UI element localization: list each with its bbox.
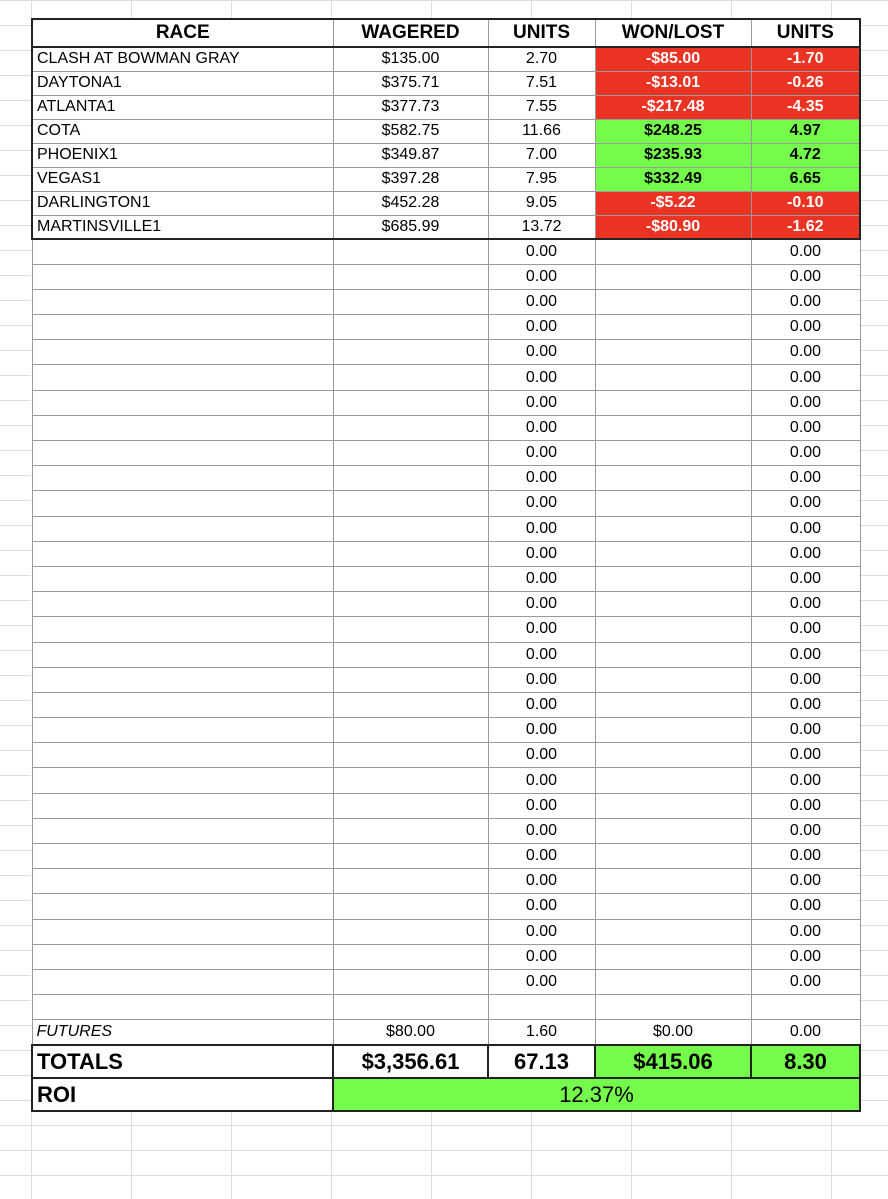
won-lost-cell[interactable] [595, 844, 751, 869]
table-row [32, 919, 860, 944]
won-units-cell[interactable]: -1.70 [751, 47, 860, 71]
wagered-cell[interactable] [333, 264, 488, 289]
table-row [32, 289, 860, 314]
race-cell[interactable] [32, 667, 333, 692]
futures-won-lost[interactable]: $0.00 [595, 1020, 751, 1045]
won-lost-cell[interactable] [595, 894, 751, 919]
won-units-cell[interactable]: 0.00 [751, 793, 860, 818]
race-cell[interactable]: COTA [32, 119, 333, 143]
units-cell[interactable]: 0.00 [488, 642, 595, 667]
units-cell[interactable]: 0.00 [488, 315, 595, 340]
column-header-race[interactable]: RACE [32, 19, 333, 47]
race-cell[interactable] [32, 718, 333, 743]
won-units-cell[interactable]: -0.26 [751, 71, 860, 95]
race-cell[interactable] [32, 441, 333, 466]
won-lost-cell[interactable] [595, 466, 751, 491]
table-row [32, 340, 860, 365]
won-lost-cell[interactable]: -$5.22 [595, 191, 751, 215]
race-cell[interactable] [32, 315, 333, 340]
won-units-cell[interactable]: 0.00 [751, 264, 860, 289]
wagered-cell[interactable] [333, 315, 488, 340]
units-cell[interactable]: 0.00 [488, 793, 595, 818]
units-cell[interactable]: 0.00 [488, 869, 595, 894]
won-units-cell[interactable]: 0.00 [751, 718, 860, 743]
race-cell[interactable]: DARLINGTON1 [32, 191, 333, 215]
units-cell[interactable]: 13.72 [488, 215, 595, 239]
won-lost-cell[interactable] [595, 516, 751, 541]
futures-won-units[interactable]: 0.00 [751, 1020, 860, 1045]
table-row [32, 566, 860, 591]
table-row [32, 692, 860, 717]
won-units-cell[interactable]: -0.10 [751, 191, 860, 215]
units-cell[interactable]: 0.00 [488, 944, 595, 969]
won-units-cell[interactable]: 0.00 [751, 844, 860, 869]
wagered-cell[interactable] [333, 743, 488, 768]
won-lost-cell[interactable] [595, 315, 751, 340]
wagered-cell[interactable] [333, 491, 488, 516]
wagered-cell[interactable] [333, 516, 488, 541]
futures-row [32, 1020, 860, 1045]
units-cell[interactable]: 0.00 [488, 768, 595, 793]
race-cell[interactable] [32, 944, 333, 969]
units-cell[interactable]: 7.51 [488, 71, 595, 95]
won-units-cell[interactable]: 0.00 [751, 315, 860, 340]
won-units-cell[interactable]: 4.97 [751, 119, 860, 143]
race-cell[interactable] [32, 969, 333, 994]
wagered-cell[interactable]: $397.28 [333, 167, 488, 191]
wagered-cell[interactable] [333, 390, 488, 415]
units-cell[interactable]: 0.00 [488, 289, 595, 314]
totals-won-lost[interactable]: $415.06 [595, 1045, 751, 1078]
won-lost-cell[interactable] [595, 541, 751, 566]
totals-won-units[interactable]: 8.30 [751, 1045, 860, 1078]
won-units-cell[interactable]: 0.00 [751, 365, 860, 390]
units-cell[interactable]: 7.95 [488, 167, 595, 191]
wagered-cell[interactable] [333, 995, 488, 1020]
race-cell[interactable] [32, 415, 333, 440]
units-cell[interactable]: 0.00 [488, 743, 595, 768]
roi-row [32, 1078, 860, 1111]
won-units-cell[interactable]: 0.00 [751, 415, 860, 440]
race-cell[interactable]: ATLANTA1 [32, 95, 333, 119]
won-units-cell[interactable]: 0.00 [751, 818, 860, 843]
won-units-cell[interactable]: 0.00 [751, 617, 860, 642]
table-row [32, 642, 860, 667]
betting-table [31, 18, 861, 1112]
won-lost-cell[interactable] [595, 264, 751, 289]
table-row [32, 239, 860, 264]
totals-units[interactable]: 67.13 [488, 1045, 595, 1078]
units-cell[interactable]: 0.00 [488, 969, 595, 994]
won-units-cell[interactable]: 0.00 [751, 768, 860, 793]
table-row [32, 441, 860, 466]
column-header-wagered[interactable]: WAGERED [333, 19, 488, 47]
wagered-cell[interactable] [333, 692, 488, 717]
table-row [32, 119, 860, 143]
table-row [32, 768, 860, 793]
won-units-cell[interactable]: 6.65 [751, 167, 860, 191]
wagered-cell[interactable] [333, 617, 488, 642]
units-cell[interactable]: 0.00 [488, 894, 595, 919]
won-lost-cell[interactable]: -$217.48 [595, 95, 751, 119]
wagered-cell[interactable]: $377.73 [333, 95, 488, 119]
won-units-cell[interactable]: 0.00 [751, 441, 860, 466]
totals-row [32, 1045, 860, 1078]
table-row [32, 617, 860, 642]
race-cell[interactable]: VEGAS1 [32, 167, 333, 191]
race-cell[interactable]: CLASH AT BOWMAN GRAY [32, 47, 333, 71]
wagered-cell[interactable] [333, 365, 488, 390]
table-row [32, 71, 860, 95]
won-units-cell[interactable] [751, 995, 860, 1020]
won-units-cell[interactable]: 0.00 [751, 743, 860, 768]
table-row [32, 95, 860, 119]
won-lost-cell[interactable] [595, 718, 751, 743]
race-cell[interactable] [32, 365, 333, 390]
won-units-cell[interactable]: 0.00 [751, 919, 860, 944]
table-row [32, 844, 860, 869]
wagered-cell[interactable] [333, 718, 488, 743]
race-cell[interactable] [32, 289, 333, 314]
won-lost-cell[interactable]: $235.93 [595, 143, 751, 167]
column-header-units[interactable]: UNITS [488, 19, 595, 47]
won-lost-cell[interactable] [595, 491, 751, 516]
column-header-won-units[interactable]: UNITS [751, 19, 860, 47]
futures-units[interactable]: 1.60 [488, 1020, 595, 1045]
race-cell[interactable] [32, 491, 333, 516]
wagered-cell[interactable] [333, 818, 488, 843]
units-cell[interactable]: 0.00 [488, 415, 595, 440]
units-cell[interactable]: 0.00 [488, 390, 595, 415]
table-row [32, 365, 860, 390]
race-cell[interactable] [32, 592, 333, 617]
won-lost-cell[interactable] [595, 642, 751, 667]
wagered-cell[interactable]: $582.75 [333, 119, 488, 143]
race-cell[interactable] [32, 541, 333, 566]
units-cell[interactable]: 0.00 [488, 617, 595, 642]
units-cell[interactable]: 0.00 [488, 516, 595, 541]
futures-label[interactable]: FUTURES [32, 1020, 333, 1045]
won-lost-cell[interactable] [595, 969, 751, 994]
won-units-cell[interactable]: 0.00 [751, 667, 860, 692]
table-row [32, 995, 860, 1020]
units-cell[interactable]: 0.00 [488, 239, 595, 264]
won-units-cell[interactable]: 0.00 [751, 969, 860, 994]
table-row [32, 869, 860, 894]
won-lost-cell[interactable] [595, 390, 751, 415]
table-row [32, 315, 860, 340]
wagered-cell[interactable] [333, 793, 488, 818]
won-units-cell[interactable]: 0.00 [751, 289, 860, 314]
wagered-cell[interactable] [333, 541, 488, 566]
units-cell[interactable]: 0.00 [488, 441, 595, 466]
units-cell[interactable]: 0.00 [488, 919, 595, 944]
table-row [32, 47, 860, 71]
race-cell[interactable] [32, 743, 333, 768]
won-lost-cell[interactable] [595, 944, 751, 969]
wagered-cell[interactable] [333, 667, 488, 692]
table-row [32, 969, 860, 994]
won-units-cell[interactable]: 0.00 [751, 239, 860, 264]
units-cell[interactable]: 2.70 [488, 47, 595, 71]
units-cell[interactable]: 11.66 [488, 119, 595, 143]
won-units-cell[interactable]: -4.35 [751, 95, 860, 119]
won-lost-cell[interactable]: -$13.01 [595, 71, 751, 95]
wagered-cell[interactable] [333, 239, 488, 264]
futures-wagered[interactable]: $80.00 [333, 1020, 488, 1045]
wagered-cell[interactable] [333, 894, 488, 919]
won-lost-cell[interactable] [595, 818, 751, 843]
wagered-cell[interactable] [333, 340, 488, 365]
won-units-cell[interactable]: 0.00 [751, 491, 860, 516]
race-cell[interactable] [32, 642, 333, 667]
wagered-cell[interactable] [333, 869, 488, 894]
won-units-cell[interactable]: 0.00 [751, 692, 860, 717]
won-units-cell[interactable]: 0.00 [751, 944, 860, 969]
wagered-cell[interactable] [333, 466, 488, 491]
units-cell[interactable]: 0.00 [488, 592, 595, 617]
table-row [32, 466, 860, 491]
totals-label[interactable]: TOTALS [32, 1045, 333, 1078]
race-cell[interactable] [32, 894, 333, 919]
wagered-cell[interactable] [333, 642, 488, 667]
wagered-cell[interactable]: $375.71 [333, 71, 488, 95]
units-cell[interactable]: 7.00 [488, 143, 595, 167]
wagered-cell[interactable]: $685.99 [333, 215, 488, 239]
won-units-cell[interactable]: 0.00 [751, 592, 860, 617]
units-cell[interactable]: 0.00 [488, 844, 595, 869]
wagered-cell[interactable] [333, 844, 488, 869]
race-cell[interactable] [32, 995, 333, 1020]
units-cell[interactable]: 0.00 [488, 340, 595, 365]
wagered-cell[interactable]: $135.00 [333, 47, 488, 71]
units-cell[interactable]: 0.00 [488, 491, 595, 516]
won-lost-cell[interactable] [595, 667, 751, 692]
won-units-cell[interactable]: 0.00 [751, 340, 860, 365]
won-lost-cell[interactable] [595, 415, 751, 440]
units-cell[interactable]: 0.00 [488, 365, 595, 390]
won-lost-cell[interactable] [595, 869, 751, 894]
won-lost-cell[interactable] [595, 566, 751, 591]
race-cell[interactable] [32, 692, 333, 717]
wagered-cell[interactable] [333, 415, 488, 440]
roi-label[interactable]: ROI [32, 1078, 333, 1111]
won-units-cell[interactable]: 0.00 [751, 541, 860, 566]
roi-value[interactable]: 12.37% [333, 1078, 860, 1111]
race-cell[interactable] [32, 869, 333, 894]
table-row [32, 541, 860, 566]
wagered-cell[interactable]: $452.28 [333, 191, 488, 215]
spreadsheet [31, 18, 859, 1112]
race-cell[interactable] [32, 818, 333, 843]
won-lost-cell[interactable] [595, 995, 751, 1020]
won-lost-cell[interactable]: -$80.90 [595, 215, 751, 239]
won-units-cell[interactable]: 0.00 [751, 516, 860, 541]
won-units-cell[interactable]: 4.72 [751, 143, 860, 167]
units-cell[interactable]: 9.05 [488, 191, 595, 215]
won-units-cell[interactable]: 0.00 [751, 869, 860, 894]
column-header-won-lost[interactable]: WON/LOST [595, 19, 751, 47]
won-units-cell[interactable]: -1.62 [751, 215, 860, 239]
units-cell[interactable]: 0.00 [488, 692, 595, 717]
won-lost-cell[interactable]: $332.49 [595, 167, 751, 191]
units-cell[interactable]: 0.00 [488, 718, 595, 743]
wagered-cell[interactable] [333, 289, 488, 314]
won-lost-cell[interactable] [595, 768, 751, 793]
units-cell[interactable]: 0.00 [488, 818, 595, 843]
race-cell[interactable] [32, 919, 333, 944]
race-cell[interactable] [32, 264, 333, 289]
won-lost-cell[interactable]: $248.25 [595, 119, 751, 143]
units-cell[interactable]: 0.00 [488, 667, 595, 692]
wagered-cell[interactable] [333, 969, 488, 994]
won-lost-cell[interactable] [595, 365, 751, 390]
race-cell[interactable] [32, 793, 333, 818]
won-lost-cell[interactable] [595, 692, 751, 717]
table-row [32, 516, 860, 541]
wagered-cell[interactable] [333, 944, 488, 969]
won-units-cell[interactable]: 0.00 [751, 566, 860, 591]
table-row [32, 793, 860, 818]
wagered-cell[interactable] [333, 566, 488, 591]
units-cell[interactable]: 0.00 [488, 541, 595, 566]
table-row [32, 944, 860, 969]
race-cell[interactable] [32, 390, 333, 415]
won-units-cell[interactable]: 0.00 [751, 390, 860, 415]
table-row [32, 491, 860, 516]
table-row [32, 743, 860, 768]
totals-wagered[interactable]: $3,356.61 [333, 1045, 488, 1078]
race-cell[interactable] [32, 844, 333, 869]
wagered-cell[interactable]: $349.87 [333, 143, 488, 167]
won-lost-cell[interactable] [595, 340, 751, 365]
table-row [32, 667, 860, 692]
won-lost-cell[interactable] [595, 617, 751, 642]
table-row [32, 167, 860, 191]
won-lost-cell[interactable]: -$85.00 [595, 47, 751, 71]
units-cell[interactable]: 7.55 [488, 95, 595, 119]
units-cell[interactable]: 0.00 [488, 466, 595, 491]
won-lost-cell[interactable] [595, 793, 751, 818]
wagered-cell[interactable] [333, 768, 488, 793]
race-cell[interactable] [32, 566, 333, 591]
wagered-cell[interactable] [333, 592, 488, 617]
table-row [32, 264, 860, 289]
race-cell[interactable]: MARTINSVILLE1 [32, 215, 333, 239]
race-cell[interactable] [32, 768, 333, 793]
race-cell[interactable] [32, 239, 333, 264]
won-units-cell[interactable]: 0.00 [751, 642, 860, 667]
race-cell[interactable] [32, 516, 333, 541]
units-cell[interactable] [488, 995, 595, 1020]
table-row [32, 215, 860, 239]
header-row [32, 19, 860, 47]
race-cell[interactable] [32, 466, 333, 491]
won-units-cell[interactable]: 0.00 [751, 894, 860, 919]
race-cell[interactable] [32, 340, 333, 365]
units-cell[interactable]: 0.00 [488, 264, 595, 289]
won-lost-cell[interactable] [595, 919, 751, 944]
table-row [32, 894, 860, 919]
table-row [32, 818, 860, 843]
units-cell[interactable]: 0.00 [488, 566, 595, 591]
table-row [32, 390, 860, 415]
won-lost-cell[interactable] [595, 239, 751, 264]
won-lost-cell[interactable] [595, 441, 751, 466]
won-units-cell[interactable]: 0.00 [751, 466, 860, 491]
table-row [32, 592, 860, 617]
table-row [32, 191, 860, 215]
race-cell[interactable] [32, 617, 333, 642]
won-lost-cell[interactable] [595, 289, 751, 314]
table-row [32, 143, 860, 167]
race-cell[interactable]: PHOENIX1 [32, 143, 333, 167]
won-lost-cell[interactable] [595, 592, 751, 617]
table-row [32, 415, 860, 440]
wagered-cell[interactable] [333, 441, 488, 466]
wagered-cell[interactable] [333, 919, 488, 944]
race-cell[interactable]: DAYTONA1 [32, 71, 333, 95]
table-row [32, 718, 860, 743]
won-lost-cell[interactable] [595, 743, 751, 768]
